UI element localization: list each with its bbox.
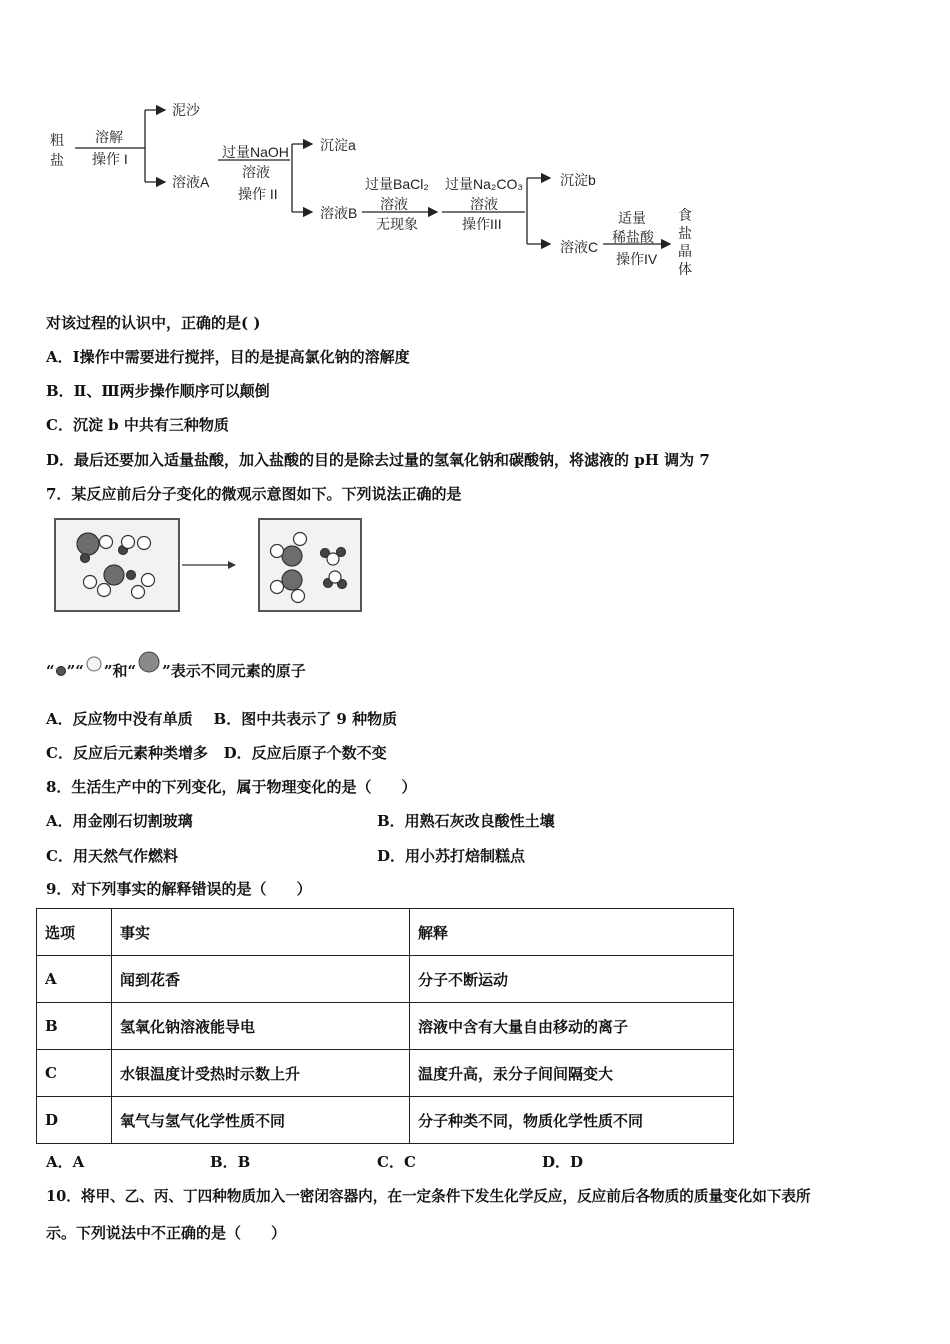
legend-text: ”表示不同元素的原子 xyxy=(162,662,306,680)
row-option: C xyxy=(37,1050,112,1097)
row-explanation: 温度升高，汞分子间间隔变大 xyxy=(410,1050,734,1097)
row-explanation: 分子种类不同，物质化学性质不同 xyxy=(410,1097,734,1144)
crude-salt-1: 粗 xyxy=(50,132,64,148)
q9-choice-d: D．D xyxy=(542,1153,584,1171)
product-char-1: 食 xyxy=(678,207,692,223)
row-explanation: 溶液中含有大量自由移动的离子 xyxy=(410,1003,734,1050)
step4-line2: 溶液 xyxy=(470,196,498,212)
q7-options-cd: C．反应后元素种类增多 D．反应后原子个数不变 xyxy=(46,744,387,762)
q8-stem: 8．生活生产中的下列变化，属于物理变化的是（ ） xyxy=(46,778,417,796)
table-header-row xyxy=(37,909,734,956)
reactants-panel xyxy=(54,518,180,612)
header-explanation: 解释 xyxy=(410,909,734,956)
precipitate-b-label: 沉淀b xyxy=(560,172,596,188)
q6-option-a: A．Ⅰ操作中需要进行搅拌，目的是提高氯化钠的溶解度 xyxy=(46,348,410,366)
q6-option-d: D．最后还要加入适量盐酸，加入盐酸的目的是除去过量的氢氧化钠和碳酸钠，将滤液的 pH 调为 7 xyxy=(46,451,710,469)
step3-line2: 溶液 xyxy=(380,196,408,212)
crude-salt-2: 盐 xyxy=(50,152,64,168)
row-fact: 闻到花香 xyxy=(112,956,410,1003)
step2-line2: 溶液 xyxy=(242,164,270,180)
row-fact: 氧气与氢气化学性质不同 xyxy=(112,1097,410,1144)
q6-option-c: C．沉淀 b 中共有三种物质 xyxy=(46,416,229,434)
table-row xyxy=(37,1050,734,1097)
q10-line1: 10．将甲、乙、丙、丁四种物质加入一密闭容器内，在一定条件下发生化学反应，反应前后各物质的质量变化如下表所 xyxy=(46,1188,811,1205)
product-char-4: 体 xyxy=(678,261,692,277)
mud-label: 泥沙 xyxy=(172,102,200,118)
step3-line3: 无现象 xyxy=(376,216,418,232)
solution-a-label: 溶液A xyxy=(172,174,210,190)
large-gray-atom-icon xyxy=(136,649,162,679)
reaction-arrow xyxy=(180,558,240,572)
solution-b-label: 溶液B xyxy=(320,205,358,221)
q7-legend xyxy=(46,660,306,681)
step1-bottom: 操作 I xyxy=(92,151,128,167)
step5-line2: 稀盐酸 xyxy=(612,229,654,245)
solution-c-label: 溶液C xyxy=(560,239,599,255)
row-option: D xyxy=(37,1097,112,1144)
reactants-molecules xyxy=(56,520,178,610)
q8-option-d: D．用小苏打焙制糕点 xyxy=(377,847,526,865)
row-option: A xyxy=(37,956,112,1003)
q6-option-b: B．Ⅱ、Ⅲ两步操作顺序可以颠倒 xyxy=(46,382,270,400)
products-panel xyxy=(258,518,362,612)
step1-top: 溶解 xyxy=(95,129,123,145)
q8-option-b: B．用熟石灰改良酸性土壤 xyxy=(377,812,555,830)
header-option: 选项 xyxy=(37,909,112,956)
products-molecules xyxy=(260,520,360,610)
white-atom-icon xyxy=(84,654,104,678)
q9-choice-c: C．C xyxy=(377,1153,416,1171)
product-char-3: 晶 xyxy=(678,243,692,259)
header-fact: 事实 xyxy=(112,909,410,956)
q8-option-c: C．用天然气作燃料 xyxy=(46,847,178,865)
row-fact: 水银温度计受热时示数上升 xyxy=(112,1050,410,1097)
step4-line1: 过量Na₂CO₃ xyxy=(445,176,524,192)
legend-quote-1: “ xyxy=(46,661,55,680)
step3-line1: 过量BaCl₂ xyxy=(365,176,429,192)
step2-line1: 过量NaOH xyxy=(222,144,289,160)
precipitate-a-label: 沉淀a xyxy=(320,137,356,153)
q7-options-ab: A．反应物中没有单质 B．图中共表示了 9 种物质 xyxy=(46,710,398,728)
table-row xyxy=(37,1003,734,1050)
q6-stem: 对该过程的认识中，正确的是( ) xyxy=(46,314,261,332)
q9-choice-a: A．A xyxy=(46,1153,85,1171)
table-row xyxy=(37,956,734,1003)
row-fact: 氢氧化钠溶液能导电 xyxy=(112,1003,410,1050)
legend-quote-2: ”“ xyxy=(66,661,84,680)
step2-line3: 操作 II xyxy=(238,186,278,202)
step5-line3: 操作IV xyxy=(616,251,658,267)
q8-option-a: A．用金刚石切割玻璃 xyxy=(46,812,193,830)
q9-stem: 9．对下列事实的解释错误的是（ ） xyxy=(46,880,312,898)
row-explanation: 分子不断运动 xyxy=(410,956,734,1003)
q9-choice-b: B．B xyxy=(210,1153,251,1171)
product-char-2: 盐 xyxy=(678,225,692,241)
step4-line3: 操作III xyxy=(462,216,502,232)
legend-and: ”和“ xyxy=(103,662,137,680)
table-row xyxy=(37,1097,734,1144)
facts-table xyxy=(36,908,734,1144)
q10-line2: 示。下列说法中不正确的是（ ） xyxy=(46,1224,287,1242)
step5-line1: 适量 xyxy=(618,210,646,226)
q7-stem: 7．某反应前后分子变化的微观示意图如下。下列说法正确的是 xyxy=(46,485,462,503)
small-dark-atom-icon xyxy=(55,665,67,677)
flow-chart-lines xyxy=(0,0,950,300)
row-option: B xyxy=(37,1003,112,1050)
